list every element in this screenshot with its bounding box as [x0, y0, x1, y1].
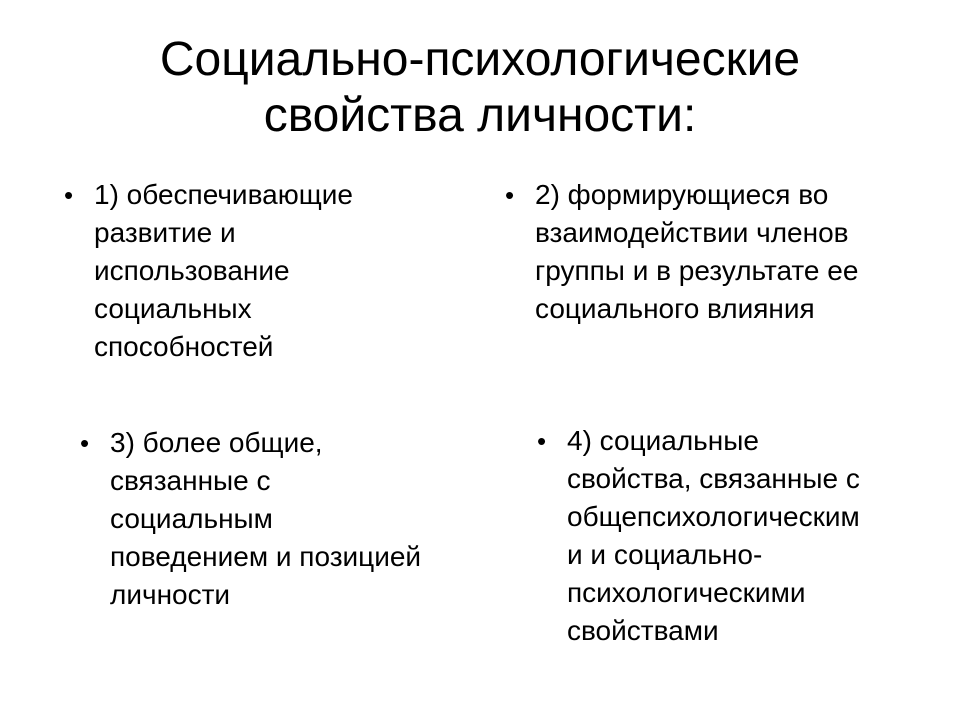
bullet-line: и и социально- [567, 539, 763, 570]
bullet-line: свойствами [567, 615, 719, 646]
bullet-line: 3) более общие, [110, 427, 323, 458]
bullet-line: социальных [94, 293, 252, 324]
bullet-line: свойства, связанные с [567, 463, 860, 494]
bullet-line: способностей [94, 331, 274, 362]
bullet-line: использование [94, 255, 290, 286]
bullet-marker: • [537, 426, 547, 456]
bullet-line: связанные с [110, 465, 271, 496]
bullet-marker: • [80, 428, 90, 458]
title-line-2: свойства личности: [263, 89, 697, 142]
bullet-line: общепсихологическим [567, 501, 860, 532]
bullet-item-3 [80, 424, 480, 614]
bullet-marker: • [64, 180, 74, 210]
bullet-item-2 [505, 176, 935, 328]
bullet-line: личности [110, 579, 231, 610]
bullet-text [567, 422, 927, 650]
bullet-text [535, 176, 935, 328]
bullet-line: группы и в результате ее [535, 255, 859, 286]
bullet-text [110, 424, 480, 614]
bullet-line: психологическими [567, 577, 806, 608]
bullet-text [94, 176, 454, 366]
bullet-line: 2) формирующиеся во [535, 179, 829, 210]
bullet-line: 1) обеспечивающие [94, 179, 353, 210]
slide-title [0, 32, 960, 144]
title-line-1: Социально-психологические [159, 33, 801, 86]
bullet-line: социального влияния [535, 293, 815, 324]
bullet-line: 4) социальные [567, 425, 759, 456]
bullet-line: поведением и позицией [110, 541, 422, 572]
bullet-line: развитие и [94, 217, 236, 248]
bullet-line: социальным [110, 503, 273, 534]
bullet-marker: • [505, 180, 515, 210]
bullet-item-1 [64, 176, 454, 366]
bullet-item-4 [537, 422, 927, 650]
bullet-line: взаимодействии членов [535, 217, 849, 248]
